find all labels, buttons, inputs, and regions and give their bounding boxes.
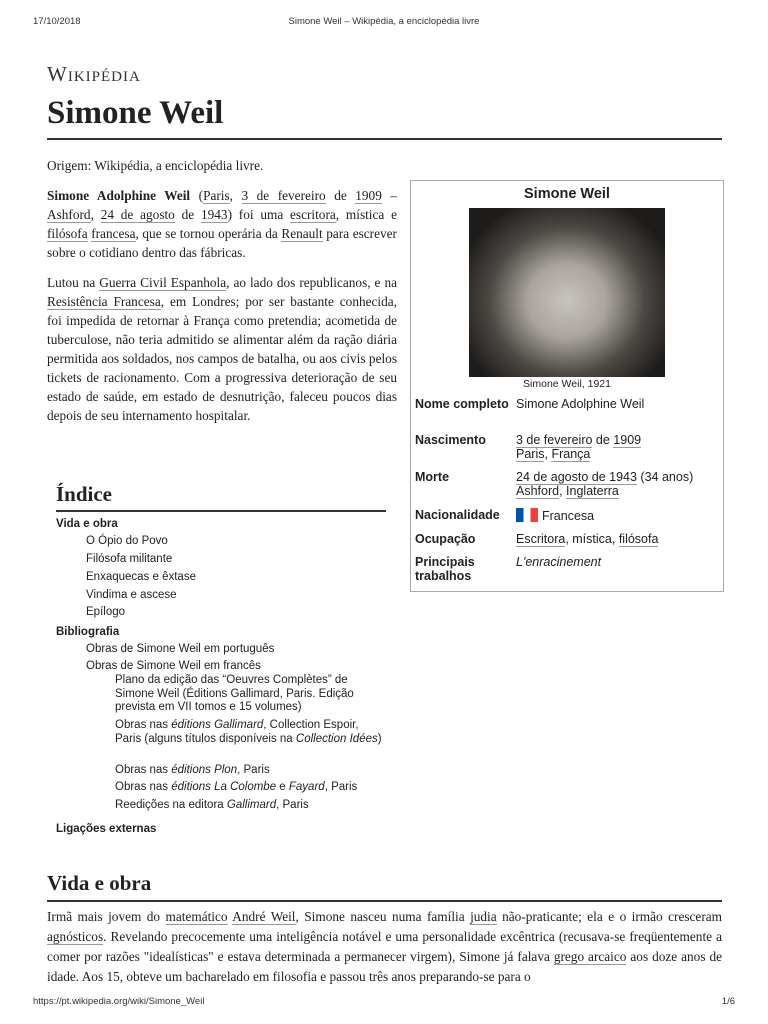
intro-column xyxy=(47,156,397,436)
link-matematico[interactable]: matemático xyxy=(165,909,228,924)
toc-ligacoes-externas[interactable]: Ligações externas xyxy=(56,823,157,835)
link-ib-escritora[interactable]: Escritora xyxy=(516,532,566,546)
toc-item[interactable]: Obras de Simone Weil em francês xyxy=(86,660,261,672)
toc-item[interactable]: O Ópio do Povo xyxy=(86,535,168,547)
toc-item[interactable]: Filósofa militante xyxy=(86,553,173,565)
infobox: Simone Weil Simone Weil, 1921 Nome completo Simone Adolphine Weil Nascimento 3 de fevereiro de 1909 Paris, França Morte 24 de agosto de 1943 (34 anos) Ashford, Inglaterra Nacionalidade Francesa Ocupação Escritora, mística, filósofa Principais trabalhos L'enracinement xyxy=(410,180,724,592)
print-date: 17/10/2018 xyxy=(33,16,81,27)
toc-subitem[interactable]: Obras nas éditions La Colombe e Fayard, Paris xyxy=(115,781,358,793)
france-flag-icon xyxy=(516,508,538,522)
link-ashford[interactable]: Ashford xyxy=(47,207,91,222)
second-paragraph: Lutou na Guerra Civil Espanhola, ao lado dos republicanos, e na Resistência Francesa, em Londres; por ser bastante conhecida, foi impedida de retornar à França como pretendia; acometida de tuberculose, não teria admitido se alimentar além da ração diária permitida aos soldados, nos campos de batalha, ou aos civis pelos tickets de racionamento. Com a progressiva deterioração de seu estado de saúde, em estado de desnutrição, faleceu poucos dias depois de seu internamento hospitalar. xyxy=(47,275,397,423)
link-ib-ashford[interactable]: Ashford xyxy=(516,484,560,498)
toc-bibliografia[interactable]: Bibliografia xyxy=(56,626,120,638)
toc-subitem[interactable]: Reedições na editora Gallimard, Paris xyxy=(115,799,309,811)
link-ib-inglaterra[interactable]: Inglaterra xyxy=(566,484,619,498)
link-grego-arcaico[interactable]: grego arcaico xyxy=(553,949,627,964)
toc-title: Índice xyxy=(56,482,386,512)
intro-paragraph: Simone Adolphine Weil (Paris, 3 de fevereiro de 1909 – Ashford, 24 de agosto de 1943) foi uma escritora, mística e filósofa francesa, que se tornou operária da Renault para escrever sobre o cotidiano dentro das fábricas. xyxy=(47,188,397,260)
print-page-number: 1/6 xyxy=(721,996,735,1007)
link-birth-year[interactable]: 1909 xyxy=(355,188,382,203)
portrait-photo[interactable] xyxy=(469,208,665,377)
link-judia[interactable]: judia xyxy=(470,909,497,924)
toc-subitem[interactable]: Plano da edição das “Oeuvres Complètes” de Simone Weil (Éditions Gallimard, Paris. Edição prevista em VII tomos e 15 volumes) xyxy=(115,674,354,713)
link-resistencia[interactable]: Resistência Francesa xyxy=(47,294,161,309)
toc-item[interactable]: Vindima e ascese xyxy=(86,589,177,601)
link-renault[interactable]: Renault xyxy=(281,226,323,241)
link-ib-paris[interactable]: Paris xyxy=(516,447,545,461)
link-ib-franca[interactable]: França xyxy=(551,447,591,461)
print-title: Simone Weil – Wikipédia, a enciclopédia livre xyxy=(288,16,480,27)
link-paris[interactable]: Paris xyxy=(203,188,230,203)
link-francesa[interactable]: francesa xyxy=(91,226,136,241)
print-url: https://pt.wikipedia.org/wiki/Simone_Weil xyxy=(33,996,205,1007)
link-death-day[interactable]: 24 de agosto xyxy=(100,207,175,222)
wikipedia-logo[interactable]: Wikipédia xyxy=(47,62,141,86)
toc-subitem[interactable]: Obras nas éditions Plon, Paris xyxy=(115,764,270,776)
link-agnosticos[interactable]: agnósticos xyxy=(47,929,104,944)
toc-item[interactable]: Enxaquecas e êxtase xyxy=(86,571,196,583)
toc-item[interactable]: Epílogo xyxy=(86,606,126,618)
link-guerra-civil[interactable]: Guerra Civil Espanhola xyxy=(99,275,227,290)
section-paragraph: Irmã mais jovem do matemático André Weil, Simone nasceu numa família judia não-praticante; ela e o irmão cresceram agnósticos. Revelando precocemente uma inteligência notável e uma personalidade excêntrica (recusava-se freqüentemente a comer por razões "idealísticas" e estava determinada a permanecer virgem), Simone já falava grego arcaico aos doze anos de idade. Aos 15, obteve um bacharelado em filosofia e passou três anos preparando-se para o xyxy=(47,909,723,984)
link-andre-weil[interactable]: André Weil xyxy=(232,909,296,924)
link-ib-filosofa[interactable]: filósofa xyxy=(618,532,659,546)
link-filosofa[interactable]: filósofa xyxy=(47,226,88,241)
link-escritora[interactable]: escritora xyxy=(290,207,336,222)
page-title: Simone Weil xyxy=(47,95,722,140)
link-birth-day[interactable]: 3 de fevereiro xyxy=(241,188,326,203)
link-death-year[interactable]: 1943 xyxy=(200,207,228,222)
toc-subitem[interactable]: Obras nas éditions Gallimard, Collection Espoir, Paris (alguns títulos disponíveis na Collection Idées) xyxy=(115,719,382,745)
toc-item[interactable]: Obras de Simone Weil em português xyxy=(86,643,275,655)
origin-line: Origem: Wikipédia, a enciclopédia livre. xyxy=(47,158,264,173)
toc-vida-e-obra[interactable]: Vida e obra xyxy=(56,518,118,530)
infobox-title: Simone Weil xyxy=(524,186,610,202)
link-ib-birth-year[interactable]: 1909 xyxy=(613,433,642,447)
link-ib-death-date[interactable]: 24 de agosto de 1943 xyxy=(516,470,637,484)
intro-name: Simone Adolphine Weil xyxy=(47,188,191,203)
photo-caption: Simone Weil, 1921 xyxy=(523,378,611,390)
section-heading: Vida e obra xyxy=(47,871,722,902)
link-ib-birth-day[interactable]: 3 de fevereiro xyxy=(516,433,593,447)
